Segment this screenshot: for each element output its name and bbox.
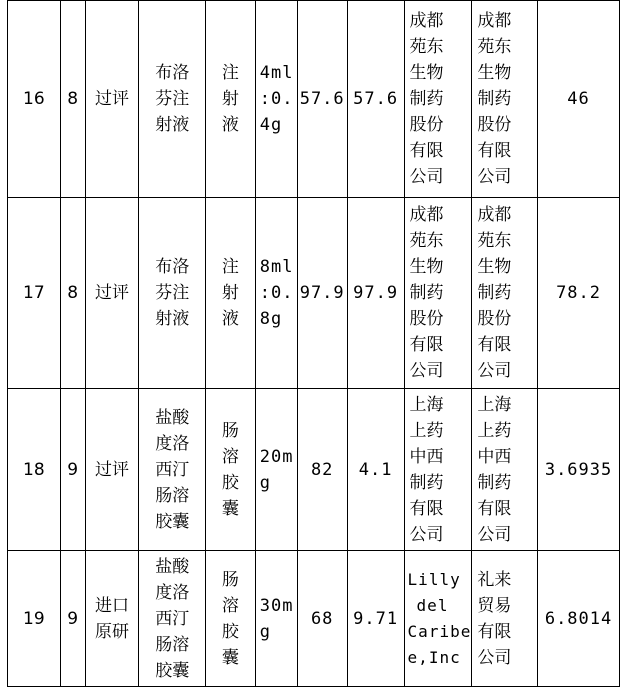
value-cell: 3.6935 <box>538 389 620 551</box>
price-cell: 4.1 <box>347 389 404 551</box>
license-holder-cell: Lilly del Caribe e,Inc <box>404 551 472 687</box>
value-cell: 6.8014 <box>538 551 620 687</box>
type-cell: 过评 <box>85 1 139 198</box>
drug-name-cell: 布洛 芬注 射液 <box>139 1 206 198</box>
table-row <box>8 1 620 198</box>
price-cell: 57.6 <box>297 1 347 198</box>
group-cell: 9 <box>60 551 85 687</box>
type-cell: 进口 原研 <box>85 551 139 687</box>
drug-name-cell: 盐酸 度洛 西汀 肠溶 胶囊 <box>139 551 206 687</box>
price-cell: 9.71 <box>347 551 404 687</box>
seq-cell: 16 <box>8 1 61 198</box>
drug-price-table <box>7 0 620 687</box>
license-holder-cell: 上海 上药 中西 制药 有限 公司 <box>404 389 472 551</box>
value-cell: 46 <box>538 1 620 198</box>
drug-name-cell: 布洛 芬注 射液 <box>139 198 206 389</box>
dosage-form-cell: 注 射 液 <box>206 198 256 389</box>
license-holder-cell: 成都 苑东 生物 制药 股份 有限 公司 <box>404 1 472 198</box>
table-row <box>8 198 620 389</box>
drug-name-cell: 盐酸 度洛 西汀 肠溶 胶囊 <box>139 389 206 551</box>
manufacturer-cell: 成都 苑东 生物 制药 股份 有限 公司 <box>472 198 538 389</box>
type-cell: 过评 <box>85 198 139 389</box>
value-cell: 78.2 <box>538 198 620 389</box>
manufacturer-cell: 礼来 贸易 有限 公司 <box>472 551 538 687</box>
spec-cell: 20m g <box>255 389 297 551</box>
price-cell: 97.9 <box>347 198 404 389</box>
price-cell: 82 <box>297 389 347 551</box>
table-row <box>8 551 620 687</box>
group-cell: 8 <box>60 198 85 389</box>
price-cell: 57.6 <box>347 1 404 198</box>
seq-cell: 18 <box>8 389 61 551</box>
dosage-form-cell: 肠 溶 胶 囊 <box>206 389 256 551</box>
manufacturer-cell: 成都 苑东 生物 制药 股份 有限 公司 <box>472 1 538 198</box>
spec-cell: 30m g <box>255 551 297 687</box>
price-cell: 68 <box>297 551 347 687</box>
manufacturer-cell: 上海 上药 中西 制药 有限 公司 <box>472 389 538 551</box>
license-holder-cell: 成都 苑东 生物 制药 股份 有限 公司 <box>404 198 472 389</box>
spec-cell: 8ml :0. 8g <box>255 198 297 389</box>
spec-cell: 4ml :0. 4g <box>255 1 297 198</box>
dosage-form-cell: 注 射 液 <box>206 1 256 198</box>
type-cell: 过评 <box>85 389 139 551</box>
dosage-form-cell: 肠 溶 胶 囊 <box>206 551 256 687</box>
table-row <box>8 389 620 551</box>
price-cell: 97.9 <box>297 198 347 389</box>
seq-cell: 17 <box>8 198 61 389</box>
group-cell: 9 <box>60 389 85 551</box>
group-cell: 8 <box>60 1 85 198</box>
seq-cell: 19 <box>8 551 61 687</box>
